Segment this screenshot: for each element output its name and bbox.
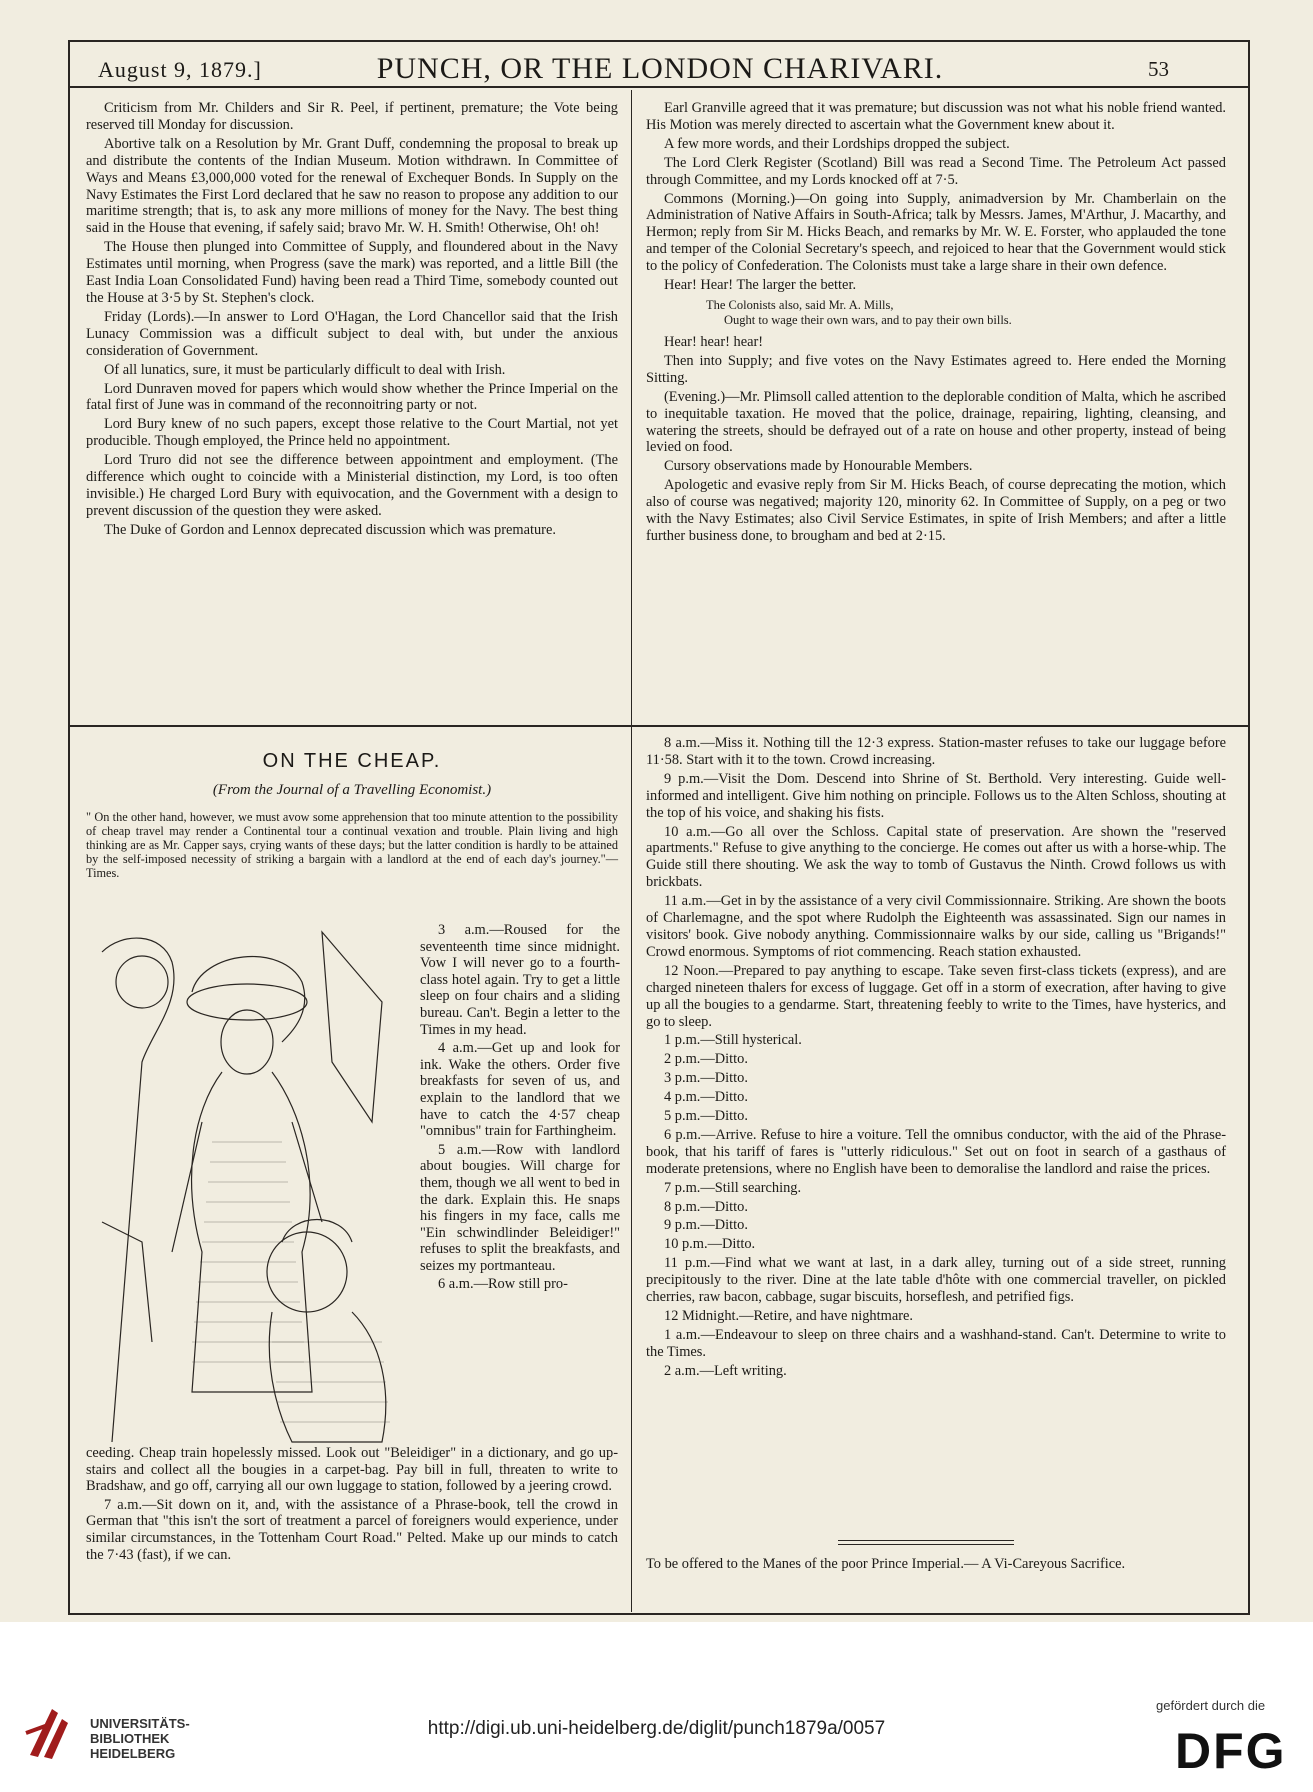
library-name-line: BIBLIOTHEK — [90, 1731, 170, 1746]
diary-entry: 1 p.m.—Still hysterical. — [664, 1032, 802, 1049]
paragraph: Apologetic and evasive reply from Sir M. Hicks Beach, of course deprecating the motion, which also of course was negatived; majority 120, minority 62. In Committee of Supply, on a peg or two with the Navy Estimates; also Civil Service Estimates, in spite of Irish Members; and after a little further business done, to brougham and bed at 2·15. — [646, 477, 1226, 544]
diary-entry: 12 Noon.—Prepared to pay anything to escape. Take seven first-class tickets (express), and are charged nineteen thalers for excess of luggage. Get off in a storm of execration, after having to give up all the bougies to a gendarme. Start, threatening feebly to write to the Times, have hysterics, and go to sleep. — [646, 962, 1226, 1030]
ornamental-rule — [838, 1544, 1014, 1545]
header-rule — [70, 86, 1248, 88]
paragraph: Then into Supply; and five votes on the Navy Estimates agreed to. Here ended the Morning Sitting. — [646, 352, 1226, 386]
column-divider — [631, 90, 632, 1612]
parliament-report-left — [86, 100, 618, 541]
paragraph: Criticism from Mr. Childers and Sir R. Peel, if pertinent, premature; the Vote being reserved till Monday for discussion. — [86, 100, 618, 133]
paragraph: Lord Bury knew of no such papers, except those relative to the Court Martial, not yet producible. Though employed, the Prince held no appointment. — [86, 416, 618, 450]
diary-entry: ceeding. Cheap train hopelessly missed. Look out "Beleidiger" in a dictionary, and go up-stairs and collect all the bougies in a carpet-bag. Pay bill in full, threaten to write to Bradshaw, and go off, carrying all our own luggage to station, followed by a jeering crowd. — [86, 1445, 618, 1495]
digitization-footer — [0, 1622, 1313, 1792]
diary-entry: 10 p.m.—Ditto. — [664, 1236, 756, 1253]
paragraph: The Duke of Gordon and Lennox deprecated discussion which was premature. — [104, 521, 556, 538]
diary-beside-illustration — [420, 922, 620, 1295]
cartoon-illustration — [82, 922, 412, 1444]
article-title: ON THE CHEAP. — [262, 750, 442, 772]
library-name-line: UNIVERSITÄTS- — [90, 1716, 190, 1731]
paragraph: Hear! Hear! The larger the better. — [664, 277, 857, 294]
diary-entry: 6 p.m.—Arrive. Refuse to hire a voiture. Tell the omnibus conductor, with the aid of the Phrase-book, that his tariff of fares is "utterly ridiculous." Set out on foot in search of a gasthaus of moderate pretensions, where no English have been to demoralise the landlord and raise the prices. — [646, 1126, 1226, 1177]
diary-entry: 8 p.m.—Ditto. — [664, 1198, 748, 1215]
diary-entry: 9 p.m.—Visit the Dom. Descend into Shrine of St. Berthold. Very interesting. Guide well-informed and intelligent. Give him nothing on principle. Follows us to the Alten Schloss, shouting at the top of his voice, and shaking his fists. — [646, 770, 1226, 821]
diary-right-column — [646, 735, 1226, 1382]
closing-epigram: To be offered to the Manes of the poor Prince Imperial.— A Vi-Careyous Sacrifice. — [646, 1556, 1126, 1572]
paragraph: Commons (Morning.)—On going into Supply, animadversion by Mr. Chamberlain on the Administration of Native Affairs in South-Africa; talk by Messrs. James, M'Arthur, J. Macarthy, and Hermon; reply from Sir M. Hicks Beach, and remarks by Mr. W. E. Forster, who applauded the tone and temper of the Colonial Secretary's speech, and rejoiced to hear that the Government would stick to the policy of Confederation. The Colonists must take a large share in their own defence. — [646, 190, 1226, 275]
diary-entry: 4 a.m.—Get up and look for ink. Wake the others. Order five breakfasts for seven of us, and explain to the landlord that we have to catch the 4·57 cheap "omnibus" train for Farthingheim. — [420, 1040, 620, 1140]
verse-line: The Colonists also, said Mr. A. Mills, — [706, 297, 894, 312]
paragraph: The House then plunged into Committee of Supply, and floundered about in the Navy Estimates until morning, when Progress (save the mark) was reported, and a little Bill (the East India Loan Consolidated Fund) having been read a Third Time, somebody counted out the House at 3·5 by St. Stephen's clock. — [86, 239, 618, 306]
diary-entry: 7 p.m.—Still searching. — [664, 1179, 802, 1196]
verse-quote — [706, 298, 1226, 328]
verse-line: Ought to wage their own wars, and to pay their own bills. — [724, 312, 1012, 327]
paragraph: Of all lunatics, sure, it must be particularly difficult to deal with Irish. — [104, 361, 506, 378]
diary-entry: 7 a.m.—Sit down on it, and, with the assistance of a Phrase-book, tell the crowd in German that "this isn't the sort of treatment a parcel of foreigners would experience, under similar circumstances, in the Tottenham Court Road." Pelted. Make up our minds to catch the 7·43 (fast), if we can. — [86, 1496, 618, 1563]
paragraph: Lord Dunraven moved for papers which would show whether the Prince Imperial on the fatal first of June was in command of the reconnoitring party or not. — [86, 380, 618, 414]
paragraph: A few more words, and their Lordships dropped the subject. — [664, 135, 1010, 152]
paragraph: Abortive talk on a Resolution by Mr. Grant Duff, condemning the proposal to break up and distribute the contents of the Indian Museum. Motion withdrawn. In Committee of Ways and Means £3,000,000 voted for the renewal of Exchequer Bonds. In Supply on the Navy Estimates the First Lord declared that he saw no reason to propose any addition to our maritime strength; that is, to ask any more millions of money for the Navy. The best thing said in the House that evening, if safely said; bravo Mr. W. H. Smith! Otherwise, Oh! oh! — [86, 135, 618, 237]
ornamental-rule — [838, 1540, 1014, 1541]
diary-entry: 8 a.m.—Miss it. Nothing till the 12·3 express. Station-master refuses to take our luggage before 11·58. Start with it to the town. Crowd increasing. — [646, 735, 1226, 768]
paragraph: (Evening.)—Mr. Plimsoll called attention to the deplorable condition of Malta, which he ascribed to inequitable taxation. He moved that the police, drainage, repairing, lighting, cleansing, and watering the streets, should be defrayed out of a rate on house and other property, instead of being levied on food. — [646, 388, 1226, 456]
masthead-title: PUNCH, OR THE LONDON CHARIVARI. — [376, 52, 944, 85]
paragraph: Earl Granville agreed that it was premature; but discussion was not what his noble friend wanted. His Motion was merely directed to ascertain what the Government knew about it. — [646, 100, 1226, 133]
diary-entry: 12 Midnight.—Retire, and have nightmare. — [664, 1308, 913, 1324]
section-rule — [70, 725, 631, 727]
paragraph: Hear! hear! hear! — [664, 333, 764, 350]
section-rule — [631, 725, 1248, 727]
paragraph: Lord Truro did not see the difference between appointment and employment. (The difference which ought to coincide with a Ministerial distinction, my Lord, is too often invisible.) He charged Lord Bury with equivocation, and the Government with a design to prevent discussion of the question they were asked. — [86, 452, 618, 519]
diary-entry: 6 a.m.—Row still pro- — [438, 1276, 568, 1293]
article-subtitle: (From the Journal of a Travelling Economist.) — [212, 782, 492, 798]
diary-entry: 10 a.m.—Go all over the Schloss. Capital state of preservation. Are shown the "reserved apartments." Refuse to give anything to the concierge. He comes out after us with a horse-whip. The Guide still there shouting. We ask the way to tomb of Gustavus the Ninth. Crowd follows us with brickbats. — [646, 823, 1226, 891]
dfg-logo: DFG — [1175, 1723, 1287, 1779]
diary-entry: 11 a.m.—Get in by the assistance of a very civil Commissionnaire. Striking. Are shown the boots of Charlemagne, and the spot where Rudolph the Eighteenth was assassinated. Sign our names in visitors' book. Give nobody anything. Commissionnaire walks by our side, calling us "Brigands!" Crowd enormous. Symptoms of riot commencing. Reach station exhausted. — [646, 893, 1226, 960]
diary-below-illustration — [86, 1445, 618, 1565]
diary-entry: 2 a.m.—Left writing. — [664, 1362, 787, 1379]
diary-entry: 5 p.m.—Ditto. — [664, 1108, 748, 1125]
paragraph: Cursory observations made by Honourable Members. — [664, 458, 973, 475]
funding-label: gefördert durch die — [1156, 1698, 1266, 1713]
diary-entry: 11 p.m.—Find what we want at last, in a dark alley, turning out of a side street, running precipitously to the river. Dine at the late table d'hôte with one commercial traveller, on pickled cherries, raw bacon, cabbage, sugar biscuits, horseflesh, and petrified figs. — [646, 1255, 1226, 1306]
diary-entry: 5 a.m.—Row with landlord about bougies. Will charge for them, though we all went to bed in the dark. Explain this. He snaps his fingers in my face, calls me "Ein schwindlinder Beleidiger!" refuses to split the breakfasts, and seizes my portmanteau. — [420, 1141, 620, 1274]
paragraph: The Lord Clerk Register (Scotland) Bill was read a Second Time. The Petroleum Act passed through Committee, and my Lords knocked off at 7·5. — [646, 154, 1226, 188]
diary-entry: 9 p.m.—Ditto. — [664, 1217, 748, 1234]
paragraph: Friday (Lords).—In answer to Lord O'Hagan, the Lord Chancellor said that the Irish Lunacy Commission was a difficult subject to deal with, but under the anxious consideration of Government. — [86, 308, 618, 359]
diary-entry: 3 a.m.—Roused for the seventeenth time since midnight. Vow I will never go to a fourth-class hotel again. Try to get a little sleep on four chairs and a sliding bureau. Can't. Begin a letter to the Times in my head. — [420, 922, 620, 1038]
parliament-report-right — [646, 100, 1226, 547]
epigraph: " On the other hand, however, we must avow some apprehension that too minute attention to the possibility of cheap travel may render a Continental tour a continual vexation and trouble. Plain living and high thinking are as Mr. Capper says, crying wants of these days; but the latter condition is hardly to be attained by the self-imposed necessity of striking a bargain with a landlord at the end of each day's journey."—Times. — [86, 810, 618, 880]
diary-entry: 1 a.m.—Endeavour to sleep on three chairs and a washhand-stand. Can't. Determine to write to the Times. — [646, 1326, 1226, 1360]
permalink-url[interactable]: http://digi.ub.uni-heidelberg.de/diglit/punch1879a/0057 — [427, 1718, 886, 1739]
diary-entry: 2 p.m.—Ditto. — [664, 1051, 748, 1068]
diary-entry: 4 p.m.—Ditto. — [664, 1089, 748, 1106]
diary-entry: 3 p.m.—Ditto. — [664, 1070, 748, 1087]
header-date: August 9, 1879.] — [98, 57, 262, 82]
page-number: 53 — [1148, 57, 1169, 81]
library-name-line: HEIDELBERG — [90, 1746, 176, 1761]
